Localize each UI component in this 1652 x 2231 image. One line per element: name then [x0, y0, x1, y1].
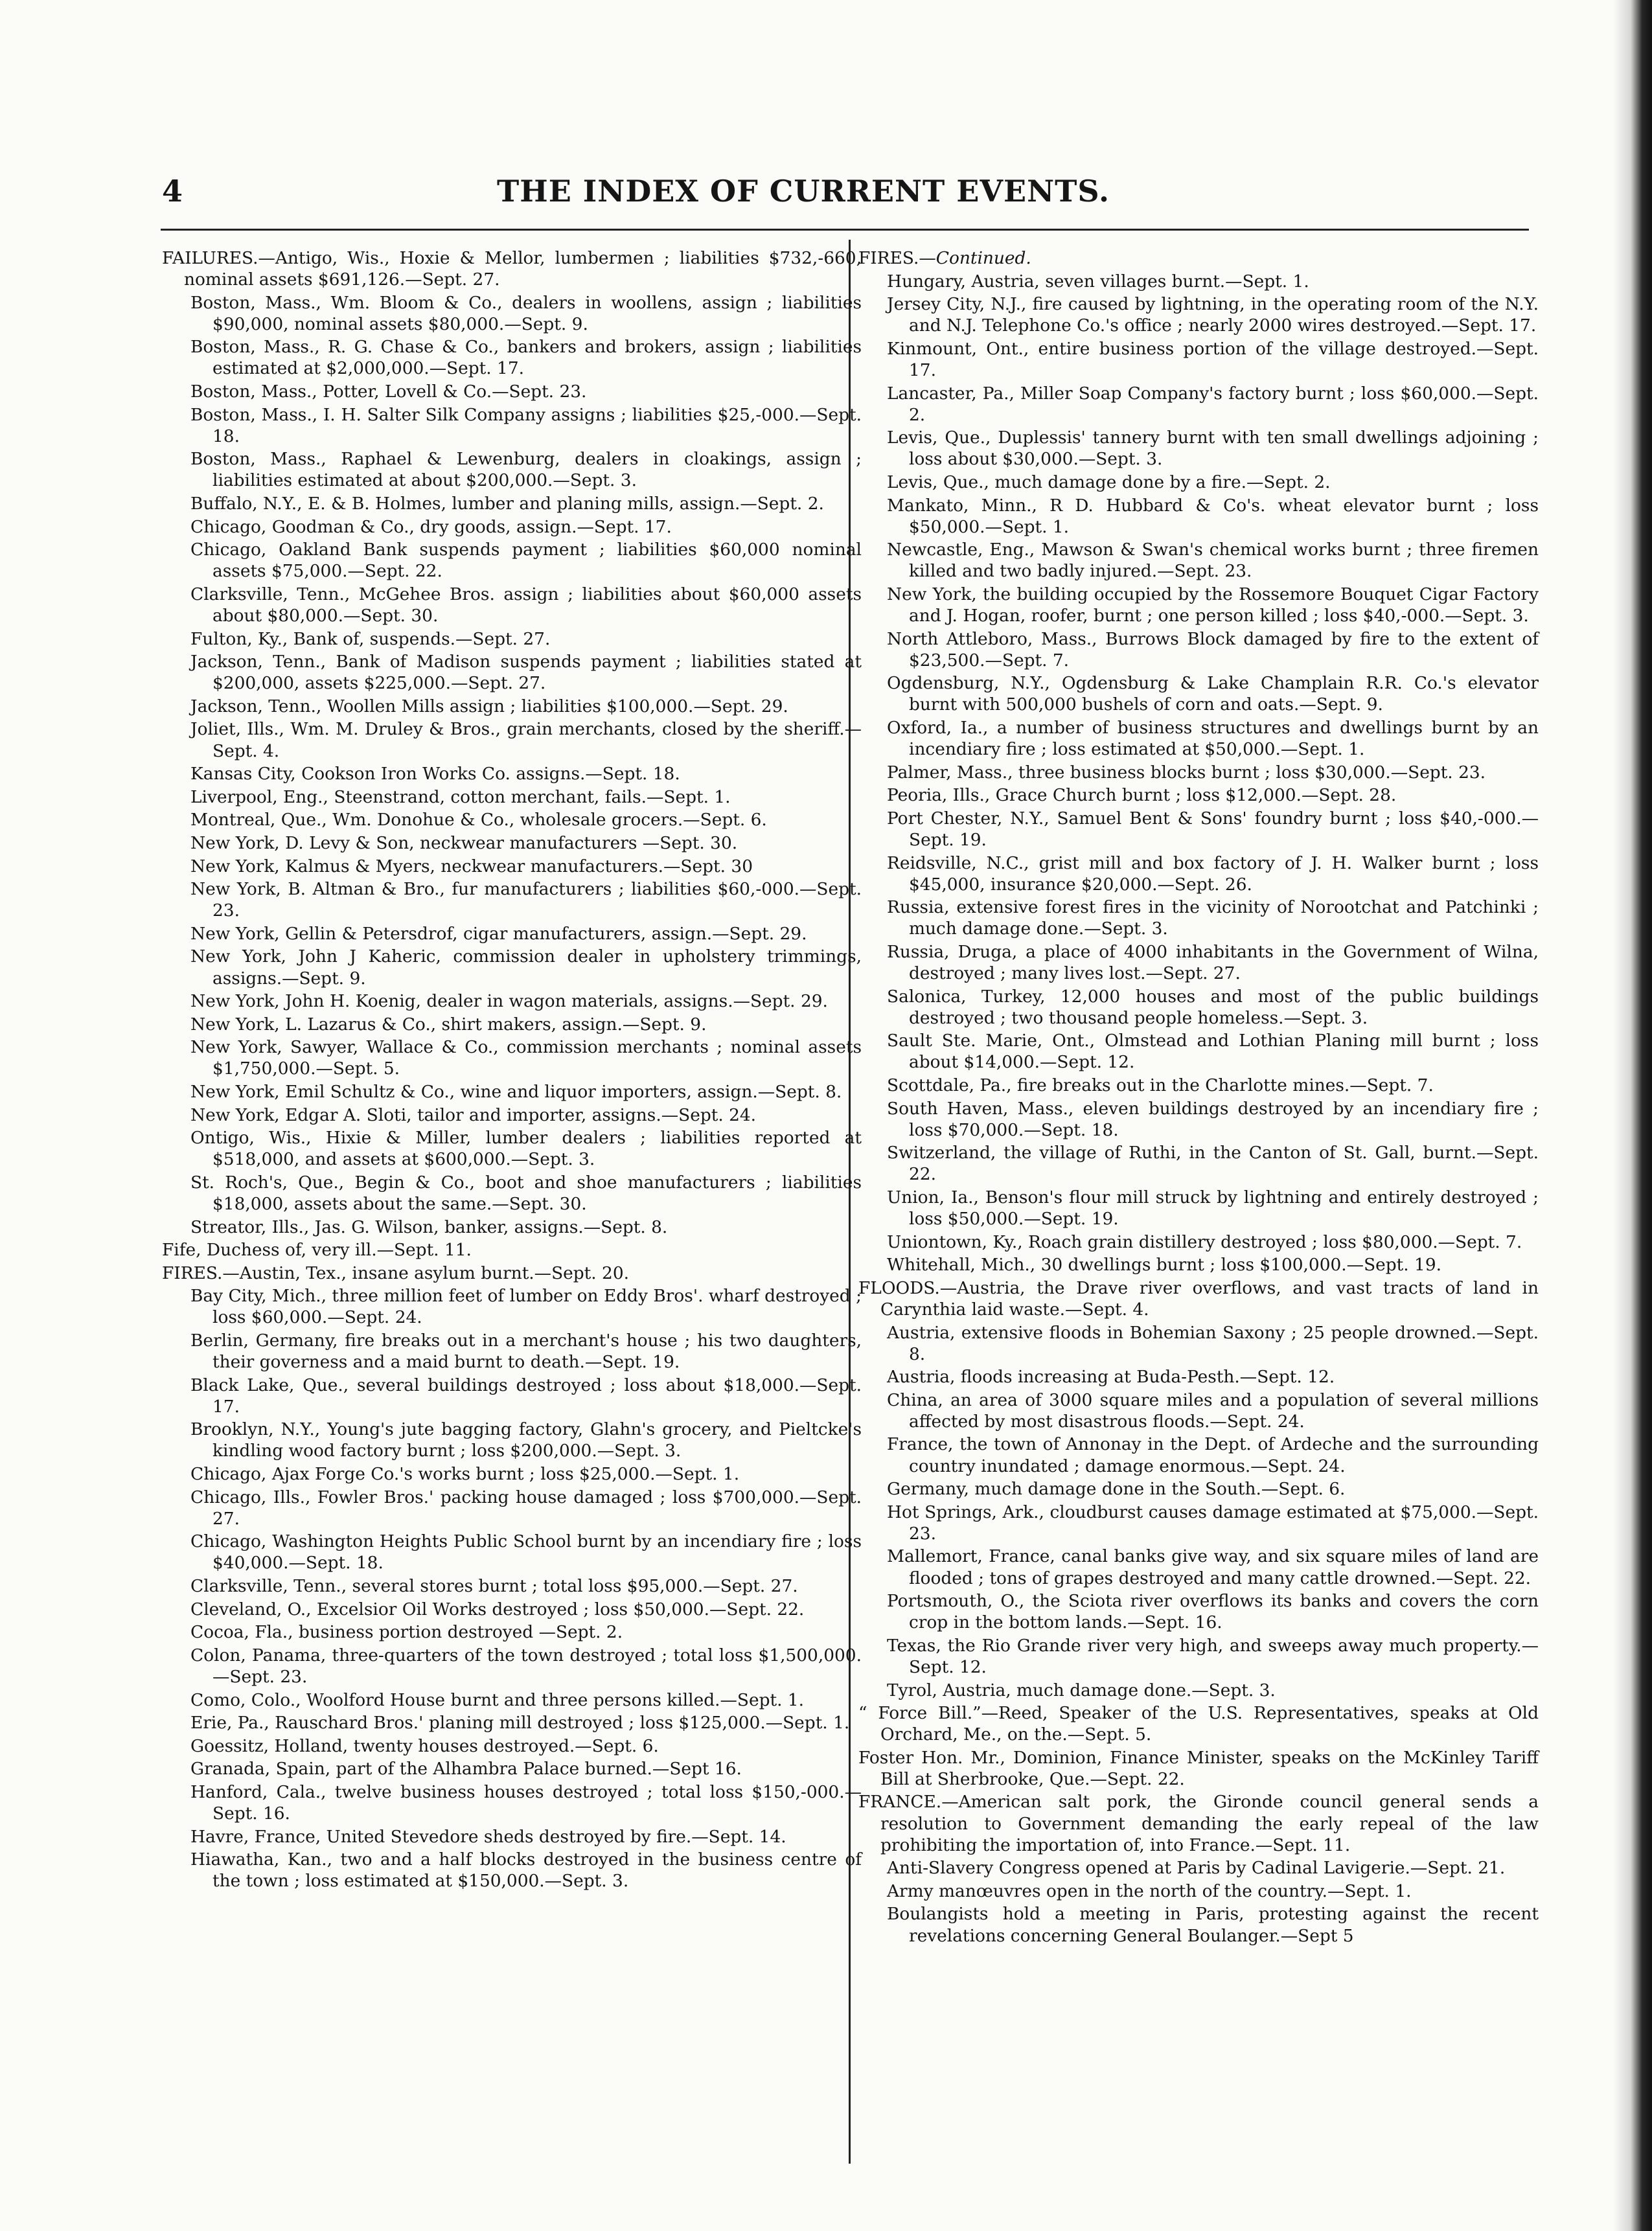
index-subentry [162, 1531, 862, 1573]
index-text: Cleveland, O., Excelsior Oil Works destroyed ; loss $50,000.—Sept. 22. [190, 1599, 805, 1619]
continued-note: Continued. [935, 248, 1031, 268]
index-subentry [162, 1735, 862, 1757]
index-text: Chicago, Ills., Fowler Bros.' packing house damaged ; loss $700,000.—Sept. 27. [190, 1487, 862, 1529]
index-text: —Austin, Tex., insane asylum burnt.—Sept. 20. [222, 1263, 630, 1283]
index-text: Cocoa, Fla., business portion destroyed —Sept. 2. [190, 1622, 623, 1643]
index-text: Joliet, Ills., Wm. M. Druley & Bros., grain merchants, closed by the sheriff.—Sept. 4. [190, 719, 862, 761]
index-subentry [162, 786, 862, 808]
index-text: Hot Springs, Ark., cloudburst causes damage estimated at $75,000.—Sept. 23. [887, 1502, 1539, 1544]
index-text: Switzerland, the village of Ruthi, in the Canton of St. Gall, burnt.—Sept. 22. [887, 1143, 1539, 1185]
index-text: Foster Hon. Mr., Dominion, Finance Minister, speaks on the McKinley Tariff Bill at Sherbrooke, Que.—Sept. 22. [858, 1747, 1539, 1789]
index-text: Germany, much damage done in the South.—Sept. 6. [887, 1479, 1346, 1500]
index-entry [162, 247, 862, 290]
index-subentry [162, 1712, 862, 1733]
index-entry [162, 1263, 862, 1284]
index-heading: FRANCE. [858, 1792, 942, 1813]
index-text: Russia, extensive forest fires in the vicinity of Norootchat and Patchinki ; much damage done.—Sept. 3. [887, 897, 1539, 939]
index-subentry [162, 856, 862, 877]
index-subentry [858, 427, 1539, 470]
index-subentry [162, 1172, 862, 1215]
index-subentry [162, 516, 862, 538]
index-subentry [162, 1781, 862, 1824]
index-text: Boston, Mass., R. G. Chase & Co., bankers and brokers, assign ; liabilities estimated at $2,000,000.—Sept. 17. [190, 337, 862, 379]
index-subentry [162, 493, 862, 514]
index-subentry [858, 1390, 1539, 1432]
index-text: Texas, the Rio Grande river very high, and sweeps away much property.—Sept. 12. [887, 1635, 1539, 1677]
index-text: Boston, Mass., Raphael & Lewenburg, dealers in cloakings, assign ; liabilities estimated at about $200,000.—Sept. 3. [190, 449, 862, 491]
index-text: New York, Kalmus & Myers, neckwear manufacturers.—Sept. 30 [190, 856, 753, 876]
index-text: Salonica, Turkey, 12,000 houses and most of the public buildings destroyed ; two thousand people homeless.—Sept. 3. [887, 986, 1539, 1028]
index-text: Hiawatha, Kan., two and a half blocks destroyed in the business centre of the town ; loss estimated at $150,000.—Sept. 3. [190, 1849, 862, 1892]
index-text: Anti-Slavery Congress opened at Paris by Cadinal Lavigerie.—Sept. 21. [887, 1858, 1506, 1879]
index-subentry [162, 1330, 862, 1373]
index-subentry [162, 1419, 862, 1461]
index-heading: FIRES. [162, 1263, 223, 1283]
index-subentry [162, 381, 862, 402]
index-text: Chicago, Washington Heights Public School burnt by an incendiary fire ; loss $40,000.—Sept. 18. [190, 1531, 862, 1573]
index-subentry [162, 651, 862, 694]
index-text: New York, Gellin & Petersdrof, cigar manufacturers, assign.—Sept. 29. [190, 923, 807, 944]
index-text: Whitehall, Mich., 30 dwellings burnt ; loss $100,000.—Sept. 19. [887, 1255, 1442, 1276]
index-subentry [858, 1478, 1539, 1500]
index-subentry [858, 1590, 1539, 1633]
index-text: Austria, extensive floods in Bohemian Saxony ; 25 people drowned.—Sept. 8. [887, 1322, 1539, 1364]
index-subentry [858, 1254, 1539, 1276]
index-text: Hungary, Austria, seven villages burnt.—Sept. 1. [887, 271, 1309, 292]
index-subentry [858, 1030, 1539, 1073]
index-subentry [858, 495, 1539, 538]
index-entry [162, 1239, 862, 1261]
index-subentry [162, 292, 862, 335]
index-subentry [162, 1689, 862, 1711]
index-text: Chicago, Ajax Forge Co.'s works burnt ; loss $25,000.—Sept. 1. [190, 1464, 740, 1485]
left-column [162, 247, 862, 1893]
index-entry [858, 247, 1539, 269]
index-text: Mankato, Minn., R D. Hubbard & Co's. wheat elevator burnt ; loss $50,000.—Sept. 1. [887, 495, 1539, 537]
page-number: 4 [162, 174, 183, 209]
index-text: New York, the building occupied by the Rossemore Bouquet Cigar Factory and J. Hogan, roofer, burnt ; one person killed ; loss $40,-000.—Sept. 3. [887, 584, 1539, 626]
index-subentry [162, 1645, 862, 1688]
index-subentry [162, 946, 862, 989]
index-text: Kansas City, Cookson Iron Works Co. assigns.—Sept. 18. [190, 764, 680, 784]
index-subentry [858, 338, 1539, 381]
index-subentry [162, 1217, 862, 1238]
index-subentry [858, 672, 1539, 715]
index-entry [858, 1277, 1539, 1320]
index-text: Goessitz, Holland, twenty houses destroyed.—Sept. 6. [190, 1735, 659, 1756]
index-text: Erie, Pa., Rauschard Bros.' planing mill destroyed ; loss $125,000.—Sept. 1. [190, 1713, 850, 1733]
index-subentry [858, 1187, 1539, 1230]
index-text: Union, Ia., Benson's flour mill struck by lightning and entirely destroyed ; loss $50,000.—Sept. 19. [887, 1187, 1539, 1230]
index-text: Chicago, Oakland Bank suspends payment ; liabilities $60,000 nominal assets $75,000.—Sept. 22. [190, 540, 862, 582]
index-heading: FLOODS. [858, 1277, 940, 1298]
header-rule [161, 229, 1529, 231]
index-subentry [162, 336, 862, 379]
index-subentry [162, 1849, 862, 1892]
index-text: Tyrol, Austria, much damage done.—Sept. 3. [887, 1680, 1276, 1700]
index-subentry [858, 1903, 1539, 1946]
index-subentry [858, 986, 1539, 1029]
index-text: Berlin, Germany, fire breaks out in a merchant's house ; his two daughters, their governess and a maid burnt to death.—Sept. 19. [190, 1331, 862, 1373]
index-text: New York, John H. Koenig, dealer in wagon materials, assigns.—Sept. 29. [190, 991, 828, 1012]
index-text: Portsmouth, O., the Sciota river overflows its banks and covers the corn crop in the bottom lands.—Sept. 16. [887, 1591, 1539, 1633]
index-text: Reidsville, N.C., grist mill and box factory of J. H. Walker burnt ; loss $45,000, insurance $20,000.—Sept. 26. [887, 852, 1539, 895]
index-subentry [162, 1599, 862, 1620]
index-subentry [162, 584, 862, 626]
index-text: Boston, Mass., I. H. Salter Silk Company assigns ; liabilities $25,-000.—Sept. 18. [190, 404, 862, 446]
index-subentry [858, 383, 1539, 426]
index-subentry [858, 784, 1539, 806]
index-text: Boulangists hold a meeting in Paris, protesting against the recent revelations concerning General Boulanger.—Sept 5 [887, 1904, 1539, 1946]
index-subentry [162, 696, 862, 717]
index-text: St. Roch's, Que., Begin & Co., boot and shoe manufacturers ; liabilities $18,000, assets about the same.—Sept. 30. [190, 1172, 862, 1214]
index-subentry [858, 539, 1539, 582]
index-entry [858, 1702, 1539, 1745]
index-subentry [162, 878, 862, 921]
index-subentry [162, 990, 862, 1012]
index-subentry [858, 1142, 1539, 1185]
index-subentry [162, 832, 862, 854]
index-text: New York, Emil Schultz & Co., wine and liquor importers, assign.—Sept. 8. [190, 1081, 842, 1102]
index-subentry [858, 1546, 1539, 1588]
index-text: Sault Ste. Marie, Ont., Olmstead and Lothian Planing mill burnt ; loss about $14,000.—Sept. 12. [887, 1031, 1539, 1073]
index-subentry [162, 628, 862, 650]
index-subentry [162, 1104, 862, 1126]
running-head-title: THE INDEX OF CURRENT EVENTS. [497, 174, 1110, 209]
index-subentry [858, 1231, 1539, 1253]
index-text: Palmer, Mass., three business blocks burnt ; loss $30,000.—Sept. 23. [887, 762, 1486, 783]
index-text: Uniontown, Ky., Roach grain distillery destroyed ; loss $80,000.—Sept. 7. [887, 1231, 1522, 1252]
index-text: Lancaster, Pa., Miller Soap Company's factory burnt ; loss $60,000.—Sept. 2. [887, 383, 1539, 425]
index-subentry [162, 404, 862, 447]
index-subentry [162, 1575, 862, 1597]
index-text: North Attleboro, Mass., Burrows Block damaged by fire to the extent of $23,500.—Sept. 7. [887, 628, 1539, 670]
index-text: Streator, Ills., Jas. G. Wilson, banker, assigns.—Sept. 8. [190, 1217, 668, 1237]
index-subentry [162, 1621, 862, 1643]
index-subentry [162, 718, 862, 761]
index-text: Clarksville, Tenn., McGehee Bros. assign ; liabilities about $60,000 assets about $80,000.—Sept. 30. [190, 584, 862, 626]
index-subentry [858, 1502, 1539, 1544]
index-text: Chicago, Goodman & Co., dry goods, assign.—Sept. 17. [190, 516, 672, 537]
index-text: Fulton, Ky., Bank of, suspends.—Sept. 27. [190, 628, 551, 649]
index-subentry [162, 1758, 862, 1779]
index-text: —Antigo, Wis., Hoxie & Mellor, lumbermen ; liabilities $732,-660, nominal assets $691,126.—Sept. 27. [184, 248, 862, 290]
index-text: Havre, France, United Stevedore sheds destroyed by fire.—Sept. 14. [190, 1826, 786, 1847]
index-text: New York, Sawyer, Wallace & Co., commission merchants ; nominal assets $1,750,000.—Sept. 5. [190, 1037, 862, 1079]
index-text: Scottdale, Pa., fire breaks out in the Charlotte mines.—Sept. 7. [887, 1075, 1434, 1095]
index-subentry [162, 763, 862, 784]
index-subentry [858, 1322, 1539, 1365]
index-subentry [858, 1366, 1539, 1388]
index-text: Oxford, Ia., a number of business structures and dwellings burnt by an incendiary fire ; loss estimated at $50,000.—Sept. 1. [887, 717, 1539, 760]
index-subentry [858, 1075, 1539, 1096]
index-subentry [162, 1081, 862, 1103]
index-subentry [858, 1680, 1539, 1701]
index-subentry [858, 1881, 1539, 1902]
index-text: “ Force Bill.”—Reed, Speaker of the U.S. Representatives, speaks at Old Orchard, Me., on the.—Sept. 5. [858, 1703, 1539, 1745]
index-text: New York, D. Levy & Son, neckwear manufacturers —Sept. 30. [190, 832, 738, 853]
index-text: Newcastle, Eng., Mawson & Swan's chemical works burnt ; three firemen killed and two badly injured.—Sept. 23. [887, 540, 1539, 582]
index-subentry [858, 717, 1539, 760]
index-text: Jackson, Tenn., Woollen Mills assign ; liabilities $100,000.—Sept. 29. [190, 696, 788, 716]
index-text: Black Lake, Que., several buildings destroyed ; loss about $18,000.—Sept. 17. [190, 1375, 862, 1417]
index-subentry [858, 762, 1539, 783]
right-column [858, 247, 1539, 1948]
index-text: Boston, Mass., Potter, Lovell & Co.—Sept. 23. [190, 382, 587, 402]
index-text: New York, B. Altman & Bro., fur manufacturers ; liabilities $60,-000.—Sept. 23. [190, 879, 862, 921]
index-subentry [858, 271, 1539, 292]
index-text: Liverpool, Eng., Steenstrand, cotton merchant, fails.—Sept. 1. [190, 786, 731, 807]
index-text: Bay City, Mich., three million feet of lumber on Eddy Bros'. wharf destroyed ; loss $60,000.—Sept. 24. [190, 1286, 862, 1328]
index-text: Jersey City, N.J., fire caused by lightning, in the operating room of the N.Y. and N.J. Telephone Co.'s office ; nearly 2000 wires destroyed.—Sept. 17. [887, 294, 1539, 336]
index-subentry [858, 897, 1539, 939]
index-text: Como, Colo., Woolford House burnt and three persons killed.—Sept. 1. [190, 1689, 805, 1710]
index-text: Montreal, Que., Wm. Donohue & Co., wholesale grocers.—Sept. 6. [190, 810, 767, 830]
index-text: New York, John J Kaheric, commission dealer in upholstery trimmings, assigns.—Sept. 9. [190, 946, 862, 989]
page-edge-shadow [1613, 0, 1652, 2231]
index-subentry [858, 1635, 1539, 1678]
index-text: China, an area of 3000 square miles and a population of several millions affected by most disastrous floods.—Sept. 24. [887, 1390, 1539, 1432]
index-subentry [162, 1463, 862, 1485]
index-subentry [162, 1826, 862, 1848]
index-subentry [162, 1036, 862, 1079]
index-entry [858, 1791, 1539, 1855]
index-text: Peoria, Ills., Grace Church burnt ; loss $12,000.—Sept. 28. [887, 785, 1397, 806]
index-subentry [858, 628, 1539, 671]
index-text: Army manœuvres open in the north of the country.—Sept. 1. [887, 1881, 1412, 1901]
index-heading: FAILURES. [162, 248, 258, 268]
index-text: — [919, 248, 936, 268]
index-text: Jackson, Tenn., Bank of Madison suspends payment ; liabilities stated at $200,000, assets $225,000.—Sept. 27. [190, 652, 862, 694]
index-subentry [858, 1857, 1539, 1879]
index-text: —Austria, the Drave river overflows, and vast tracts of land in Carynthia laid waste.—Sept. 4. [880, 1277, 1539, 1320]
index-text: South Haven, Mass., eleven buildings destroyed by an incendiary fire ; loss $70,000.—Sept. 18. [887, 1098, 1539, 1140]
index-text: Clarksville, Tenn., several stores burnt ; total loss $95,000.—Sept. 27. [190, 1576, 798, 1597]
index-text: Kinmount, Ont., entire business portion of the village destroyed.—Sept. 17. [887, 338, 1539, 380]
index-text: Ontigo, Wis., Hixie & Miller, lumber dealers ; liabilities reported at $518,000, and assets at $600,000.—Sept. 3. [190, 1128, 862, 1170]
index-text: Hanford, Cala., twelve business houses destroyed ; total loss $150,-000.—Sept. 16. [190, 1781, 862, 1824]
index-text: Port Chester, N.Y., Samuel Bent & Sons' foundry burnt ; loss $40,-000.—Sept. 19. [887, 808, 1539, 850]
index-subentry [858, 852, 1539, 895]
index-text: Ogdensburg, N.Y., Ogdensburg & Lake Champlain R.R. Co.'s elevator burnt with 500,000 bushels of corn and oats.—Sept. 9. [887, 673, 1539, 715]
index-text: France, the town of Annonay in the Dept. of Ardeche and the surrounding country inundated ; damage enormous.—Sept. 24. [887, 1434, 1539, 1476]
index-subentry [858, 584, 1539, 626]
index-entry [858, 1747, 1539, 1790]
index-text: Mallemort, France, canal banks give way, and six square miles of land are flooded ; tons of grapes destroyed and many cattle drowned.—Sept. 22. [887, 1546, 1539, 1588]
index-text: Russia, Druga, a place of 4000 inhabitants in the Government of Wilna, destroyed ; many lives lost.—Sept. 27. [887, 941, 1539, 983]
index-subentry [162, 448, 862, 491]
index-text: Colon, Panama, three-quarters of the town destroyed ; total loss $1,500,000.—Sept. 23. [190, 1645, 862, 1687]
index-subentry [858, 941, 1539, 984]
index-subentry [858, 1434, 1539, 1476]
index-text: Brooklyn, N.Y., Young's jute bagging factory, Glahn's grocery, and Pieltcke's kindling wood factory burnt ; loss $200,000.—Sept. 3. [190, 1419, 862, 1461]
index-text: Levis, Que., much damage done by a fire.—Sept. 2. [887, 472, 1331, 492]
index-subentry [162, 809, 862, 830]
index-text: Boston, Mass., Wm. Bloom & Co., dealers in woollens, assign ; liabilities $90,000, nominal assets $80,000.—Sept. 9. [190, 292, 862, 334]
index-text: Austria, floods increasing at Buda-Pesth.—Sept. 12. [887, 1367, 1335, 1388]
index-subentry [162, 1127, 862, 1170]
index-subentry [162, 923, 862, 944]
index-subentry [162, 1014, 862, 1035]
index-subentry [858, 808, 1539, 851]
index-subentry [162, 1375, 862, 1417]
index-text: Buffalo, N.Y., E. & B. Holmes, lumber and planing mills, assign.—Sept. 2. [190, 494, 824, 514]
index-text: New York, L. Lazarus & Co., shirt makers, assign.—Sept. 9. [190, 1014, 707, 1035]
index-subentry [858, 472, 1539, 493]
index-subentry [858, 1098, 1539, 1141]
index-text: Granada, Spain, part of the Alhambra Palace burned.—Sept 16. [190, 1759, 742, 1779]
index-text: —American salt pork, the Gironde council general sends a resolution to Government demanding the early repeal of the law prohibiting the importation of, into France.—Sept. 11. [880, 1792, 1539, 1855]
index-heading: FIRES. [858, 248, 919, 268]
index-subentry [162, 1285, 862, 1328]
index-text: Fife, Duchess of, very ill.—Sept. 11. [162, 1240, 472, 1261]
index-subentry [162, 539, 862, 582]
index-text: New York, Edgar A. Sloti, tailor and importer, assigns.—Sept. 24. [190, 1104, 757, 1125]
index-subentry [162, 1487, 862, 1529]
index-text: Levis, Que., Duplessis' tannery burnt with ten small dwellings adjoining ; loss about $30,000.—Sept. 3. [887, 428, 1539, 470]
index-subentry [858, 293, 1539, 336]
